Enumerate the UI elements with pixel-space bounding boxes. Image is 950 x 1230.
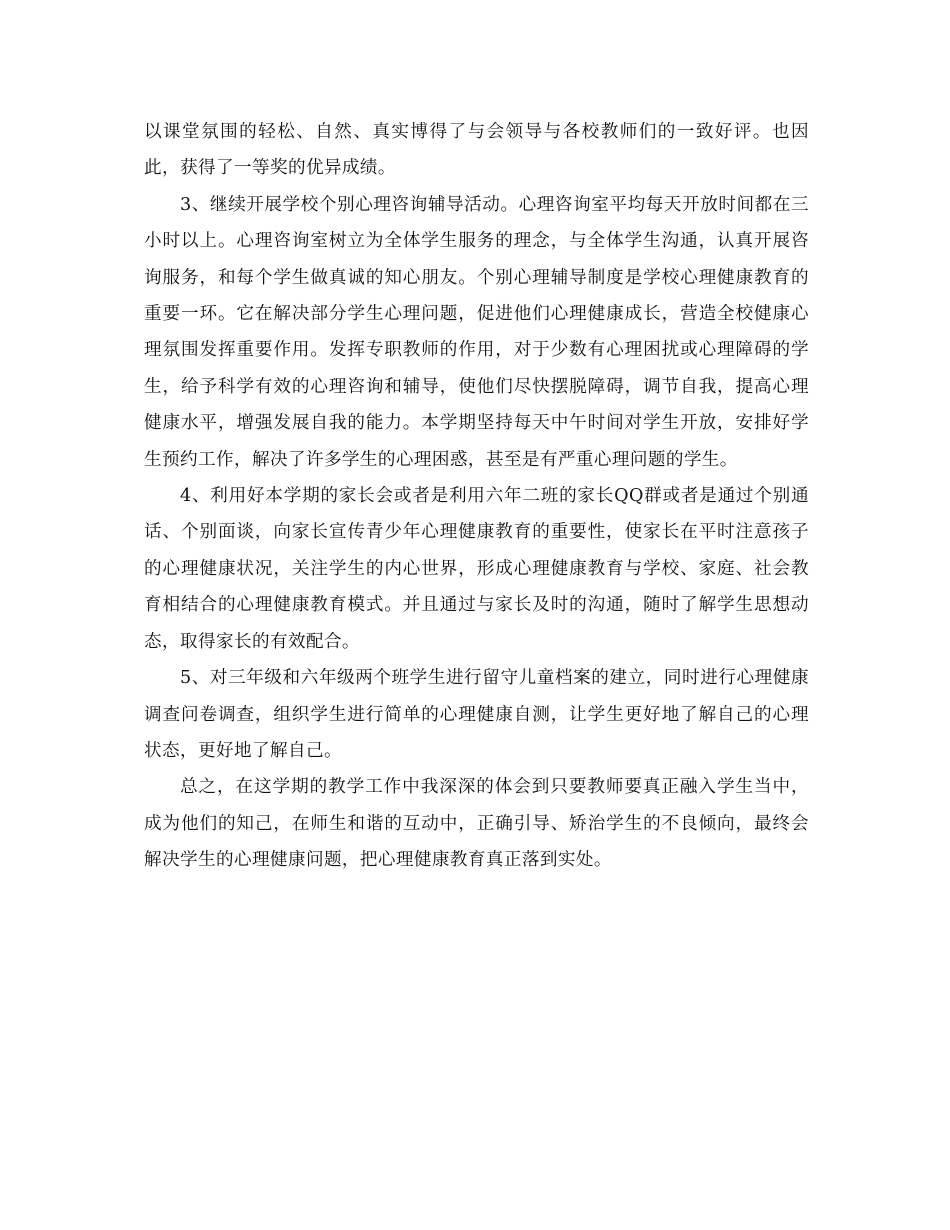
paragraph-item-5: 5、对三年级和六年级两个班学生进行留守儿童档案的建立，同时进行心理健康调查问卷调查，组织学生进行简单的心理健康自测，让学生更好地了解自己的心理状态，更好地了解自己。 (144, 668, 809, 761)
paragraph-item-4: 4、利用好本学期的家长会或者是利用六年二班的家长QQ群或者是通过个别通话、个别面谈，向家长宣传青少年心理健康教育的重要性，使家长在平时注意孩子的心理健康状况，关注学生的内心世界，形成心理健康教育与学校、家庭、社会教育相结合的心理健康教育模式。并且通过与家长及时的沟通，随时了解学生思想动态，取得家长的有效配合。 (144, 486, 809, 652)
paragraph-item-3: 3、继续开展学校个别心理咨询辅导活动。心理咨询室平均每天开放时间都在三小时以上。心理咨询室树立为全体学生服务的理念，与全体学生沟通，认真开展咨询服务，和每个学生做真诚的知心朋友。个别心理辅导制度是学校心理健康教育的重要一环。它在解决部分学生心理问题，促进他们心理健康成长，营造全校健康心理氛围发挥重要作用。发挥专职教师的作用，对于少数有心理困扰或心理障碍的学生，给予科学有效的心理咨询和辅导，使他们尽快摆脱障碍，调节自我，提高心理健康水平，增强发展自我的能力。本学期坚持每天中午时间对学生开放，安排好学生预约工作，解决了许多学生的心理困惑，甚至是有严重心理问题的学生。 (144, 194, 809, 470)
document-body (144, 114, 809, 879)
paragraph-conclusion: 总之，在这学期的教学工作中我深深的体会到只要教师要真正融入学生当中，成为他们的知己，在师生和谐的互动中，正确引导、矫治学生的不良倾向，最终会解决学生的心理健康问题，把心理健康教育真正落到实处。 (144, 777, 809, 871)
paragraph-continuation: 以课堂氛围的轻松、自然、真实博得了与会领导与各校教师们的一致好评。也因此，获得了一等奖的优异成绩。 (144, 122, 809, 179)
